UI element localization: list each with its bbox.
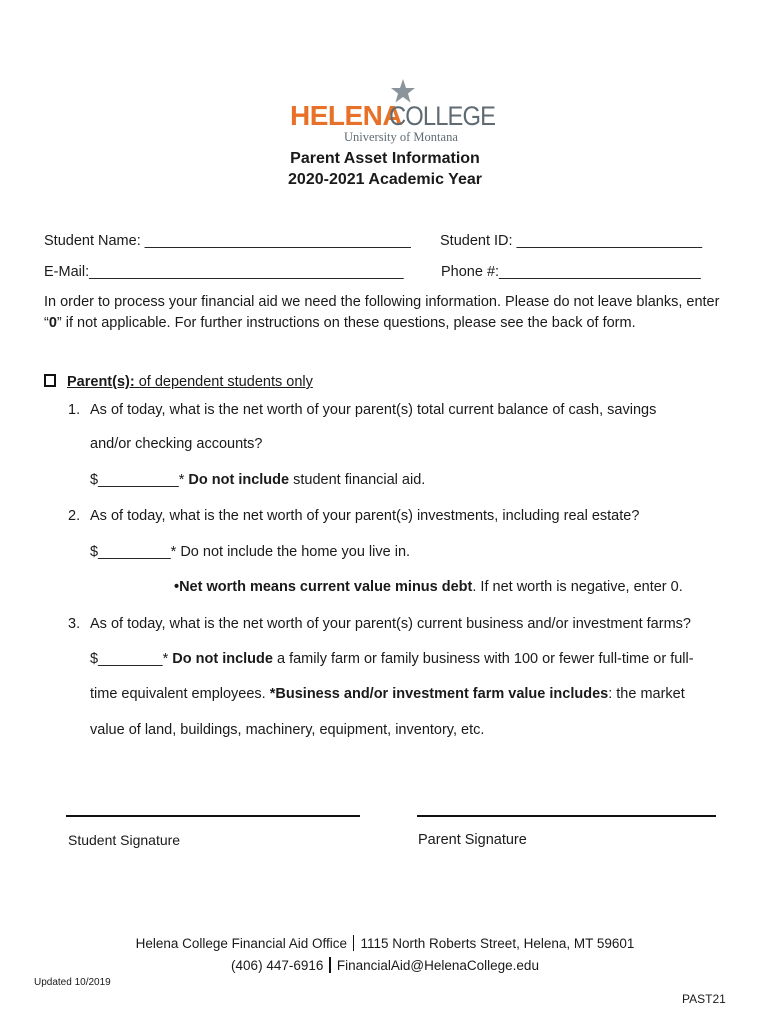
student-id-field[interactable]: Student ID: _______________________	[440, 233, 703, 249]
academic-year: 2020-2021 Academic Year	[288, 171, 482, 188]
note-rest: . If net worth is negative, enter 0.	[472, 579, 683, 595]
student-name-field[interactable]: Student Name: _________________________________	[44, 233, 411, 249]
page-title: Parent Asset Information	[290, 150, 480, 167]
q3-text: As of today, what is the net worth of your parent(s) current business and/or investment farms?	[90, 616, 691, 632]
q2-answer-line[interactable]: $_________* Do not include the home you live in.	[90, 544, 411, 560]
q1-after: student financial aid.	[289, 472, 426, 488]
q3-blank: $________*	[90, 651, 169, 667]
footer-phone: (406) 447-6916	[231, 958, 324, 973]
q3-line3: value of land, buildings, machinery, equipment, inventory, etc.	[90, 722, 485, 738]
updated-date: Updated 10/2019	[34, 977, 111, 988]
q3-line2a: time equivalent employees.	[90, 686, 270, 702]
student-signature-line[interactable]	[66, 815, 360, 817]
section-label: Parent(s):	[67, 374, 135, 390]
footer-line-1	[0, 935, 770, 951]
intro-zero: 0	[48, 315, 57, 331]
section-rest: of dependent students only	[134, 374, 313, 390]
footer-separator	[329, 957, 331, 973]
q3-bold2: *Business and/or investment farm value includes	[269, 686, 609, 702]
q3-number: 3.	[68, 616, 81, 632]
footer-email: FinancialAid@HelenaCollege.edu	[336, 958, 539, 973]
intro-paragraph	[44, 292, 734, 334]
intro-text-2: ” if not applicable. For further instructions on these questions, please see the back of form.	[56, 315, 636, 331]
net-worth-note	[174, 580, 683, 595]
q1-blank: $__________*	[90, 472, 185, 488]
footer-line-2	[0, 957, 770, 973]
college-logo	[290, 80, 496, 146]
email-field[interactable]: E-Mail:_______________________________________	[44, 264, 404, 280]
footer-office: Helena College Financial Aid Office	[135, 936, 347, 951]
logo-subtitle: University of Montana	[344, 130, 458, 144]
q1-number: 1.	[68, 402, 81, 418]
parent-signature-label: Parent Signature	[418, 832, 527, 848]
form-code: PAST21	[682, 992, 726, 1006]
q3-line2	[90, 687, 685, 702]
logo-word-helena: HELENA	[290, 100, 403, 131]
parent-signature-line[interactable]	[417, 815, 716, 817]
footer-separator	[353, 935, 355, 951]
logo-word-college: COLLEGE	[389, 101, 496, 131]
parents-checkbox[interactable]	[44, 374, 56, 387]
student-signature-label: Student Signature	[68, 832, 181, 848]
q1-text: As of today, what is the net worth of your parent(s) total current balance of cash, savings	[90, 402, 657, 418]
q1-text-cont: and/or checking accounts?	[90, 436, 263, 452]
q2-text: As of today, what is the net worth of your parent(s) investments, including real estate?	[90, 508, 640, 524]
q3-answer-line[interactable]	[90, 652, 694, 667]
q3-line2b: : the market	[608, 686, 685, 702]
q2-number: 2.	[68, 508, 81, 524]
phone-field[interactable]: Phone #:_________________________	[441, 264, 701, 280]
footer-address: 1115 North Roberts Street, Helena, MT 59601	[360, 936, 635, 951]
intro-text-1: In order to process your financial aid we need the following information. Please do not leave blanks, enter “	[44, 294, 720, 331]
q3-bold1: Do not include	[168, 651, 273, 667]
q1-bold: Do not include	[184, 472, 290, 488]
section-heading	[67, 375, 313, 390]
note-bold: •Net worth means current value minus debt	[174, 579, 473, 595]
q3-rest1: a family farm or family business with 100 or fewer full-time or full-	[272, 651, 694, 667]
q1-answer-line[interactable]	[90, 473, 425, 488]
